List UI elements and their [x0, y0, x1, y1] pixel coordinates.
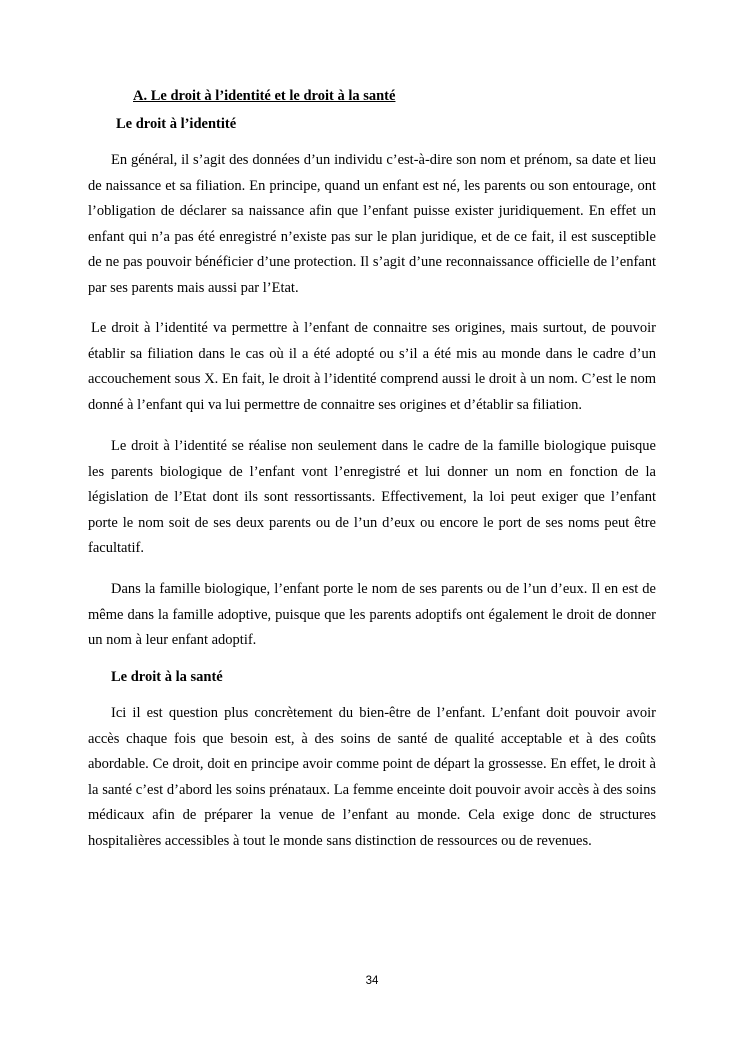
page-number: 34 — [365, 975, 379, 987]
paragraph-identity-4: Dans la famille biologique, l’enfant porte le nom de ses parents ou de l’un d’eux. Il en est de même dans la famille adoptive, puisque que les parents adoptifs ont également le droit de donner un nom à leur enfant adoptif. — [88, 581, 656, 648]
subsection-title-health: Le droit à la santé — [111, 669, 223, 685]
paragraph-identity-3: Le droit à l’identité se réalise non seulement dans le cadre de la famille biologique puisque les parents biologique de l’enfant vont l’enregistré et lui donner un nom en fonction de la législation de l’Etat dont ils sont ressortissants. Effectivement, la loi peut exiger que l’enfant porte le nom soit de ses deux parents ou de l’un d’eux ou encore le port de ses noms peut être facultatif. — [88, 438, 656, 556]
paragraph-identity-1: En général, il s’agit des données d’un individu c’est-à-dire son nom et prénom, sa date et lieu de naissance et sa filiation. En principe, quand un enfant est né, les parents ou son entourage, ont l’obligation de déclarer sa naissance afin que l’enfant puisse exister juridiquement. En effet un enfant qui n’a pas été enregistré n’existe pas sur le plan juridique, et de ce fait, il est susceptible de ne pas pouvoir bénéficier d’une protection. Il s’agit d’une reconnaissance officielle de l’enfant par ses parents mais aussi par l’Etat. — [88, 152, 656, 296]
section-title: A. Le droit à l’identité et le droit à la santé — [133, 88, 396, 104]
paragraph-health-1: Ici il est question plus concrètement du bien-être de l’enfant. L’enfant doit pouvoir avoir accès chaque fois que besoin est, à des soins de santé de qualité acceptable et à des coûts abordable. Ce droit, doit en principe avoir comme point de départ la grossesse. En effet, le droit à la santé c’est d’abord les soins prénataux. La femme enceinte doit pouvoir avoir accès à des soins médicaux afin de préparer la venue de l’enfant au monde. Cela exige donc de structures hospitalières accessibles à tout le monde sans distinction de ressources ou de revenues. — [88, 705, 656, 849]
subsection-title-identity: Le droit à l’identité — [116, 116, 237, 132]
paragraph-identity-2: Le droit à l’identité va permettre à l’enfant de connaitre ses origines, mais surtout, de pouvoir établir sa filiation dans le cas où il a été adopté ou s’il a été mis au monde dans le cadre d’un accouchement sous X. En fait, le droit à l’identité comprend aussi le droit à un nom. C’est le nom donné à l’enfant qui va lui permettre de connaitre ses origines et d’établir sa filiation. — [88, 320, 656, 413]
